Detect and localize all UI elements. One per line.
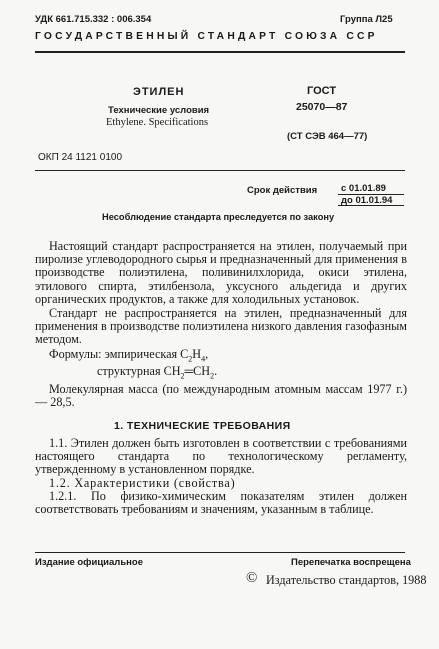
clause-1-1: 1.1. Этилен должен быть изготовлен в соответствии с требованиями настоящего стандарта по технологическому регламенту, утвержденному в установленном порядке. [35,436,407,477]
english-title: Ethylene. Specifications [106,117,209,128]
official-edition: Издание официальное [35,557,143,568]
udk-code: УДК 661.715.332 : 006.354 [35,14,152,25]
validity-rule-2 [338,205,404,206]
validity-from: с 01.01.89 [341,183,386,194]
copyright-icon: © [246,570,258,586]
clause-1-2-1: 1.2.1. По физико-химическим показателям этилен должен соответствовать требованиям и значениям, указанным в таблице. [35,488,407,517]
molecular-mass: Молекулярная масса (по международным атомным массам 1977 г.) — 28,5. [35,381,407,410]
publisher: Издательство стандартов, 1988 [266,573,427,587]
cmea-reference: (СТ СЭВ 464—77) [287,131,368,142]
empirical-formula: Формулы: эмпирическая $C_2H_4$, [49,346,209,364]
exclusion-paragraph: Стандарт не распространяется на этилен, предназначенный для применения в производстве полиэтилена низкого давления газофазным методом. [35,306,407,347]
section-title: 1. ТЕХНИЧЕСКИЕ ТРЕБОВАНИЯ [114,420,291,432]
gost-label: ГОСТ [307,85,337,97]
product-name: ЭТИЛЕН [133,86,185,98]
scope-paragraph: Настоящий стандарт распространяется на этилен, получаемый при пиролизе углеводородного сырья и предназначенный для применения в производстве полиэтилена, поливинилхлорида, окиси этилена, этилового спирта, этилбензола, уксусного альдегида и других органических продуктов, а также для холодильных установок. [35,239,407,306]
validity-label: Срок действия [247,185,318,196]
structural-formula: структурная $CH_2═CH_2$. [97,364,218,381]
validity-to: до 01.01.94 [341,195,393,206]
body-text [35,240,407,409]
header-rule [35,51,405,53]
okp-rule [35,170,405,171]
reprint-prohibited: Перепечатка воспрещена [291,557,411,568]
section-body [35,437,407,516]
tech-conditions: Технические условия [108,105,210,116]
gost-number: 25070—87 [296,101,348,113]
group-code: Группа Л25 [340,14,393,25]
footer-rule [35,552,405,553]
okp-code: ОКП 24 1121 0100 [38,152,122,163]
standard-banner: ГОСУДАРСТВЕННЫЙ СТАНДАРТ СОЮЗА ССР [35,31,378,42]
clause-1-2: 1.2. Характеристики (свойства) [49,475,236,490]
law-warning: Несоблюдение стандарта преследуется по закону [102,212,335,222]
